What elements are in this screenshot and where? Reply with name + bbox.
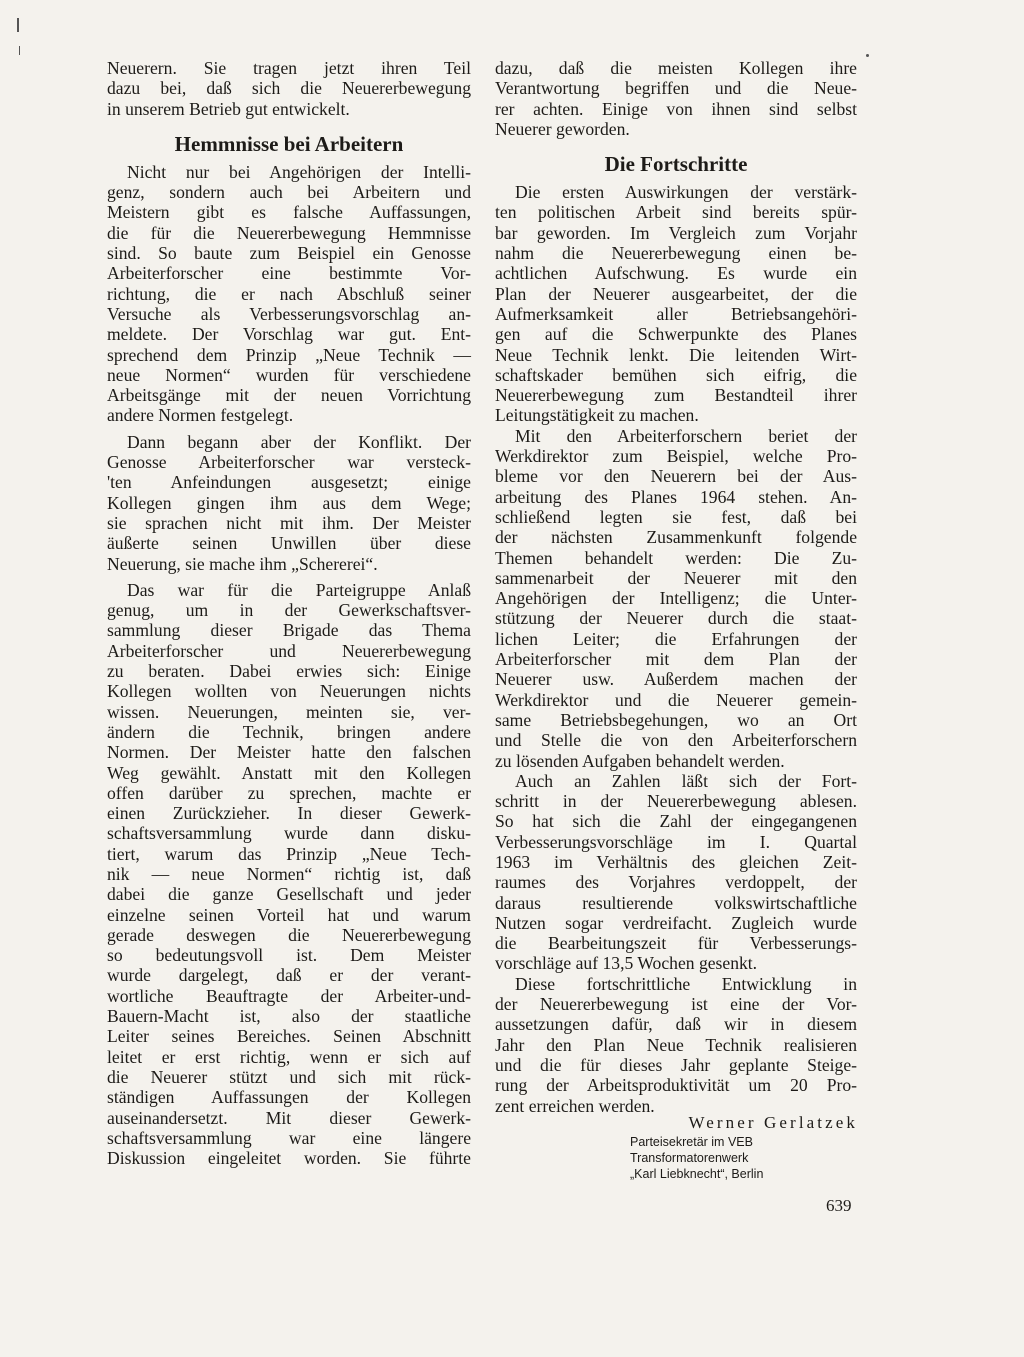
- text-line: rung der Arbeitsproduktivität um 20 Pro-: [495, 1075, 857, 1096]
- text-line: so bedeutungsvoll ist. Dem Meister: [107, 945, 471, 966]
- text-line: Verbesserungsvorschläge im I. Quartal: [495, 831, 857, 852]
- text-line: der Neuererbewegung ist eine der Vor-: [495, 994, 857, 1015]
- text-line: meldete. Der Vorschlag war gut. Ent-: [107, 324, 471, 345]
- text-line: sind. So baute zum Beispiel ein Genosse: [107, 243, 471, 264]
- text-line: Meistern gibt es falsche Auffassungen,: [107, 202, 471, 223]
- text-line: Neuerer geworden.: [495, 118, 630, 139]
- text-line: Arbeitsgänge mit der neuen Vorrichtung: [107, 385, 471, 406]
- text-line: Neuerer usw. Außerdem machen der: [495, 669, 857, 690]
- left-intro-text: [107, 58, 471, 119]
- text-line: Verantwortung begriffen und die Neue-: [495, 78, 857, 99]
- text-line: stützung der Neuerer durch die staat-: [495, 608, 857, 629]
- text-line: wissen. Neuerungen, meinten sie, ver-: [107, 701, 471, 722]
- text-line: schaftsversammlung war eine längere: [107, 1127, 471, 1148]
- text-line: nahm die Neuererbewegung einen be-: [495, 243, 857, 264]
- text-line: Werkdirektor zum Beispiel, welche Pro-: [495, 446, 857, 467]
- scan-mark: [19, 46, 20, 55]
- left-column: [107, 58, 471, 1168]
- text-line: sie sprachen nicht mit ihm. Der Meister: [107, 512, 471, 533]
- text-line: Versuche als Verbesserungsvorschlag an-: [107, 303, 471, 324]
- text-line: dabei die ganze Gesellschaft und jeder: [107, 884, 471, 905]
- text-line: raumes des Vorjahres verdoppelt, der: [495, 872, 857, 893]
- text-line: genz, sondern auch bei Arbeitern und: [107, 182, 471, 203]
- text-line: Nicht nur bei Angehörigen der Intelli-: [127, 161, 471, 182]
- section-heading-fortschritte: Die Fortschritte: [604, 152, 748, 177]
- text-line: offen darüber zu sprechen, machte er: [107, 782, 471, 803]
- text-line: Plan der Neuerer ausgearbeitet, der die: [495, 283, 857, 304]
- text-line: dazu, daß die meisten Kollegen ihre: [495, 58, 857, 78]
- text-line: neue Normen“ wurden für verschiedene: [107, 364, 471, 385]
- scan-dot: [866, 54, 869, 57]
- author-role: Parteisekretär im VEB: [630, 1135, 753, 1149]
- text-line: Neuerung, sie mache ihm „Schererei“.: [107, 553, 378, 574]
- text-line: sammenarbeit der Neuerer mit den: [495, 567, 857, 588]
- text-line: schritt in der Neuererbewegung ablesen.: [495, 791, 857, 812]
- text-line: sprechend dem Prinzip „Neue Technik —: [107, 344, 471, 365]
- text-line: Kollegen wollten von Neuerungen nichts: [107, 681, 471, 702]
- text-line: ändern die Technik, bringen andere: [107, 721, 471, 742]
- text-line: ständigen Auffassungen der Kollegen: [107, 1087, 471, 1108]
- right-paragraph-4: [495, 974, 857, 1116]
- text-line: Diskussion eingeleitet worden. Sie führte: [107, 1148, 471, 1169]
- text-line: in unserem Betrieb gut entwickelt.: [107, 98, 350, 119]
- text-line: dazu bei, daß sich die Neuererbewegung: [107, 78, 471, 99]
- text-line: bleme vor den Neuerern bei der Aus-: [495, 466, 857, 487]
- text-line: Neuererbewegung zum Bestandteil ihrer: [495, 385, 857, 406]
- author-organization-location: „Karl Liebknecht“, Berlin: [630, 1167, 764, 1181]
- text-line: zu lösenden Aufgaben behandelt werden.: [495, 750, 785, 771]
- text-line: und Stelle die von den Arbeiterforschern: [495, 730, 857, 751]
- section-heading-hemmnisse: Hemmnisse bei Arbeitern: [174, 131, 404, 156]
- text-line: ten politischen Arbeit sind bereits spür-: [495, 202, 857, 223]
- text-line: Leitungstätigkeit zu machen.: [495, 405, 699, 426]
- text-line: Nutzen sogar verdreifacht. Zugleich wurde: [495, 912, 857, 933]
- text-line: andere Normen festgelegt.: [107, 405, 294, 426]
- text-line: vorschläge auf 13,5 Wochen gesenkt.: [495, 953, 758, 974]
- text-line: nik — neue Normen“ richtig ist, daß: [107, 863, 471, 884]
- text-line: gen auf die Schwerpunkte des Planes: [495, 324, 857, 345]
- author-name: Werner Gerlatzek: [688, 1113, 858, 1132]
- author-signature-block: [604, 1112, 858, 1182]
- text-line: leitet er erst richtig, wenn er sich auf: [107, 1046, 471, 1067]
- author-organization: Transformatorenwerk: [630, 1151, 749, 1165]
- text-line: Mit den Arbeiterforschern beriet der: [515, 425, 857, 446]
- text-line: richtung, die er nach Abschluß seiner: [107, 283, 471, 304]
- text-line: Neue Technik lenkt. Die leitenden Wirt-: [495, 344, 857, 365]
- left-paragraph-3: [107, 580, 471, 1169]
- text-line: same Betriebsbegehungen, wo an Ort: [495, 709, 857, 730]
- text-line: aussetzungen dafür, daß wir in diesem: [495, 1014, 857, 1035]
- text-line: bar geworden. Im Vergleich zum Vorjahr: [495, 222, 857, 243]
- text-line: So hat sich die Zahl der eingegangenen: [495, 811, 857, 832]
- text-line: Normen. Der Meister hatte den falschen: [107, 742, 471, 763]
- text-line: Arbeiterforscher und Neuererbewegung: [107, 640, 471, 661]
- text-line: und die für dieses Jahr geplante Steige-: [495, 1054, 857, 1075]
- left-paragraph-2: [107, 432, 471, 574]
- text-line: wurde dargelegt, daß er der verant-: [107, 965, 471, 986]
- scan-mark: [17, 18, 19, 32]
- text-line: schaftsversammlung wurde dann disku-: [107, 823, 471, 844]
- text-line: Die ersten Auswirkungen der verstärk-: [515, 182, 857, 203]
- text-line: Leiter seines Bereiches. Seinen Abschnitt: [107, 1026, 471, 1047]
- text-line: äußerte seinen Unwillen über diese: [107, 533, 471, 554]
- text-line: schließend legten sie fest, daß bei: [495, 506, 857, 527]
- text-line: Angehörigen der Intelligenz; die Unter-: [495, 588, 857, 609]
- text-line: schaftskader bemühen sich eifrig, die: [495, 364, 857, 385]
- left-paragraph-1: [107, 162, 471, 426]
- text-line: Weg gewählt. Anstatt mit den Kollegen: [107, 762, 471, 783]
- text-line: die für die Neuererbewegung Hemmnisse: [107, 222, 471, 243]
- text-line: Themen behandelt werden: Die Zu-: [495, 547, 857, 568]
- text-line: auseinandersetzt. Mit dieser Gewerk-: [107, 1107, 471, 1128]
- text-line: 1963 im Verhältnis des gleichen Zeit-: [495, 851, 857, 872]
- text-line: einzelne seinen Vorteil hat und warum: [107, 904, 471, 925]
- text-line: die Neuerer stützt und sich mit rück-: [107, 1066, 471, 1087]
- text-line: daraus resultierende volkswirtschaftliche: [495, 892, 857, 913]
- text-line: zent erreichen werden.: [495, 1095, 655, 1116]
- text-line: der nächsten Zusammenkunft folgende: [495, 527, 857, 548]
- text-line: Dann begann aber der Konflikt. Der: [127, 431, 471, 452]
- text-line: wortliche Beauftragte der Arbeiter-und-: [107, 985, 471, 1006]
- text-line: Jahr den Plan Neue Technik realisieren: [495, 1034, 857, 1055]
- text-line: tiert, warum das Prinzip „Neue Tech-: [107, 843, 471, 864]
- text-line: einen Zurückzieher. In dieser Gewerk-: [107, 803, 471, 824]
- right-column: [495, 58, 857, 1116]
- text-line: lichen Leiter; die Erfahrungen der: [495, 628, 857, 649]
- text-line: 'ten Anfeindungen ausgesetzt; einige: [107, 472, 471, 493]
- page-number: 639: [826, 1196, 852, 1215]
- text-line: Aufmerksamkeit aller Betriebsangehöri-: [495, 303, 857, 324]
- text-line: die Bearbeitungszeit für Verbesserungs-: [495, 933, 857, 954]
- text-line: Neuerern. Sie tragen jetzt ihren Teil: [107, 58, 471, 78]
- text-line: Genosse Arbeiterforscher war versteck-: [107, 452, 471, 473]
- text-line: genug, um in der Gewerkschaftsver-: [107, 600, 471, 621]
- right-paragraph-2: [495, 426, 857, 771]
- text-line: Arbeiterforscher eine bestimmte Vor-: [107, 263, 471, 284]
- text-line: Arbeiterforscher mit dem Plan der: [495, 649, 857, 670]
- text-line: Das war für die Parteigruppe Anlaß: [127, 579, 471, 600]
- text-line: Bauern-Macht ist, also der staatliche: [107, 1006, 471, 1027]
- right-paragraph-1: [495, 182, 857, 426]
- text-line: Werkdirektor und die Neuerer gemein-: [495, 689, 857, 710]
- right-paragraph-3: [495, 771, 857, 974]
- text-line: achtlichen Aufschwung. Es wurde ein: [495, 263, 857, 284]
- text-line: zu beraten. Dabei erwies sich: Einige: [107, 661, 471, 682]
- text-line: sammlung dieser Brigade das Thema: [107, 620, 471, 641]
- text-line: Auch an Zahlen läßt sich der Fort-: [515, 770, 857, 791]
- right-intro-text: [495, 58, 857, 139]
- text-line: rer achten. Einige von ihnen sind selbst: [495, 98, 857, 119]
- text-line: arbeitung des Planes 1964 stehen. An-: [495, 486, 857, 507]
- text-line: Kollegen gingen ihm aus dem Wege;: [107, 492, 471, 513]
- text-line: Diese fortschrittliche Entwicklung in: [515, 973, 857, 994]
- text-line: gerade deswegen die Neuererbewegung: [107, 924, 471, 945]
